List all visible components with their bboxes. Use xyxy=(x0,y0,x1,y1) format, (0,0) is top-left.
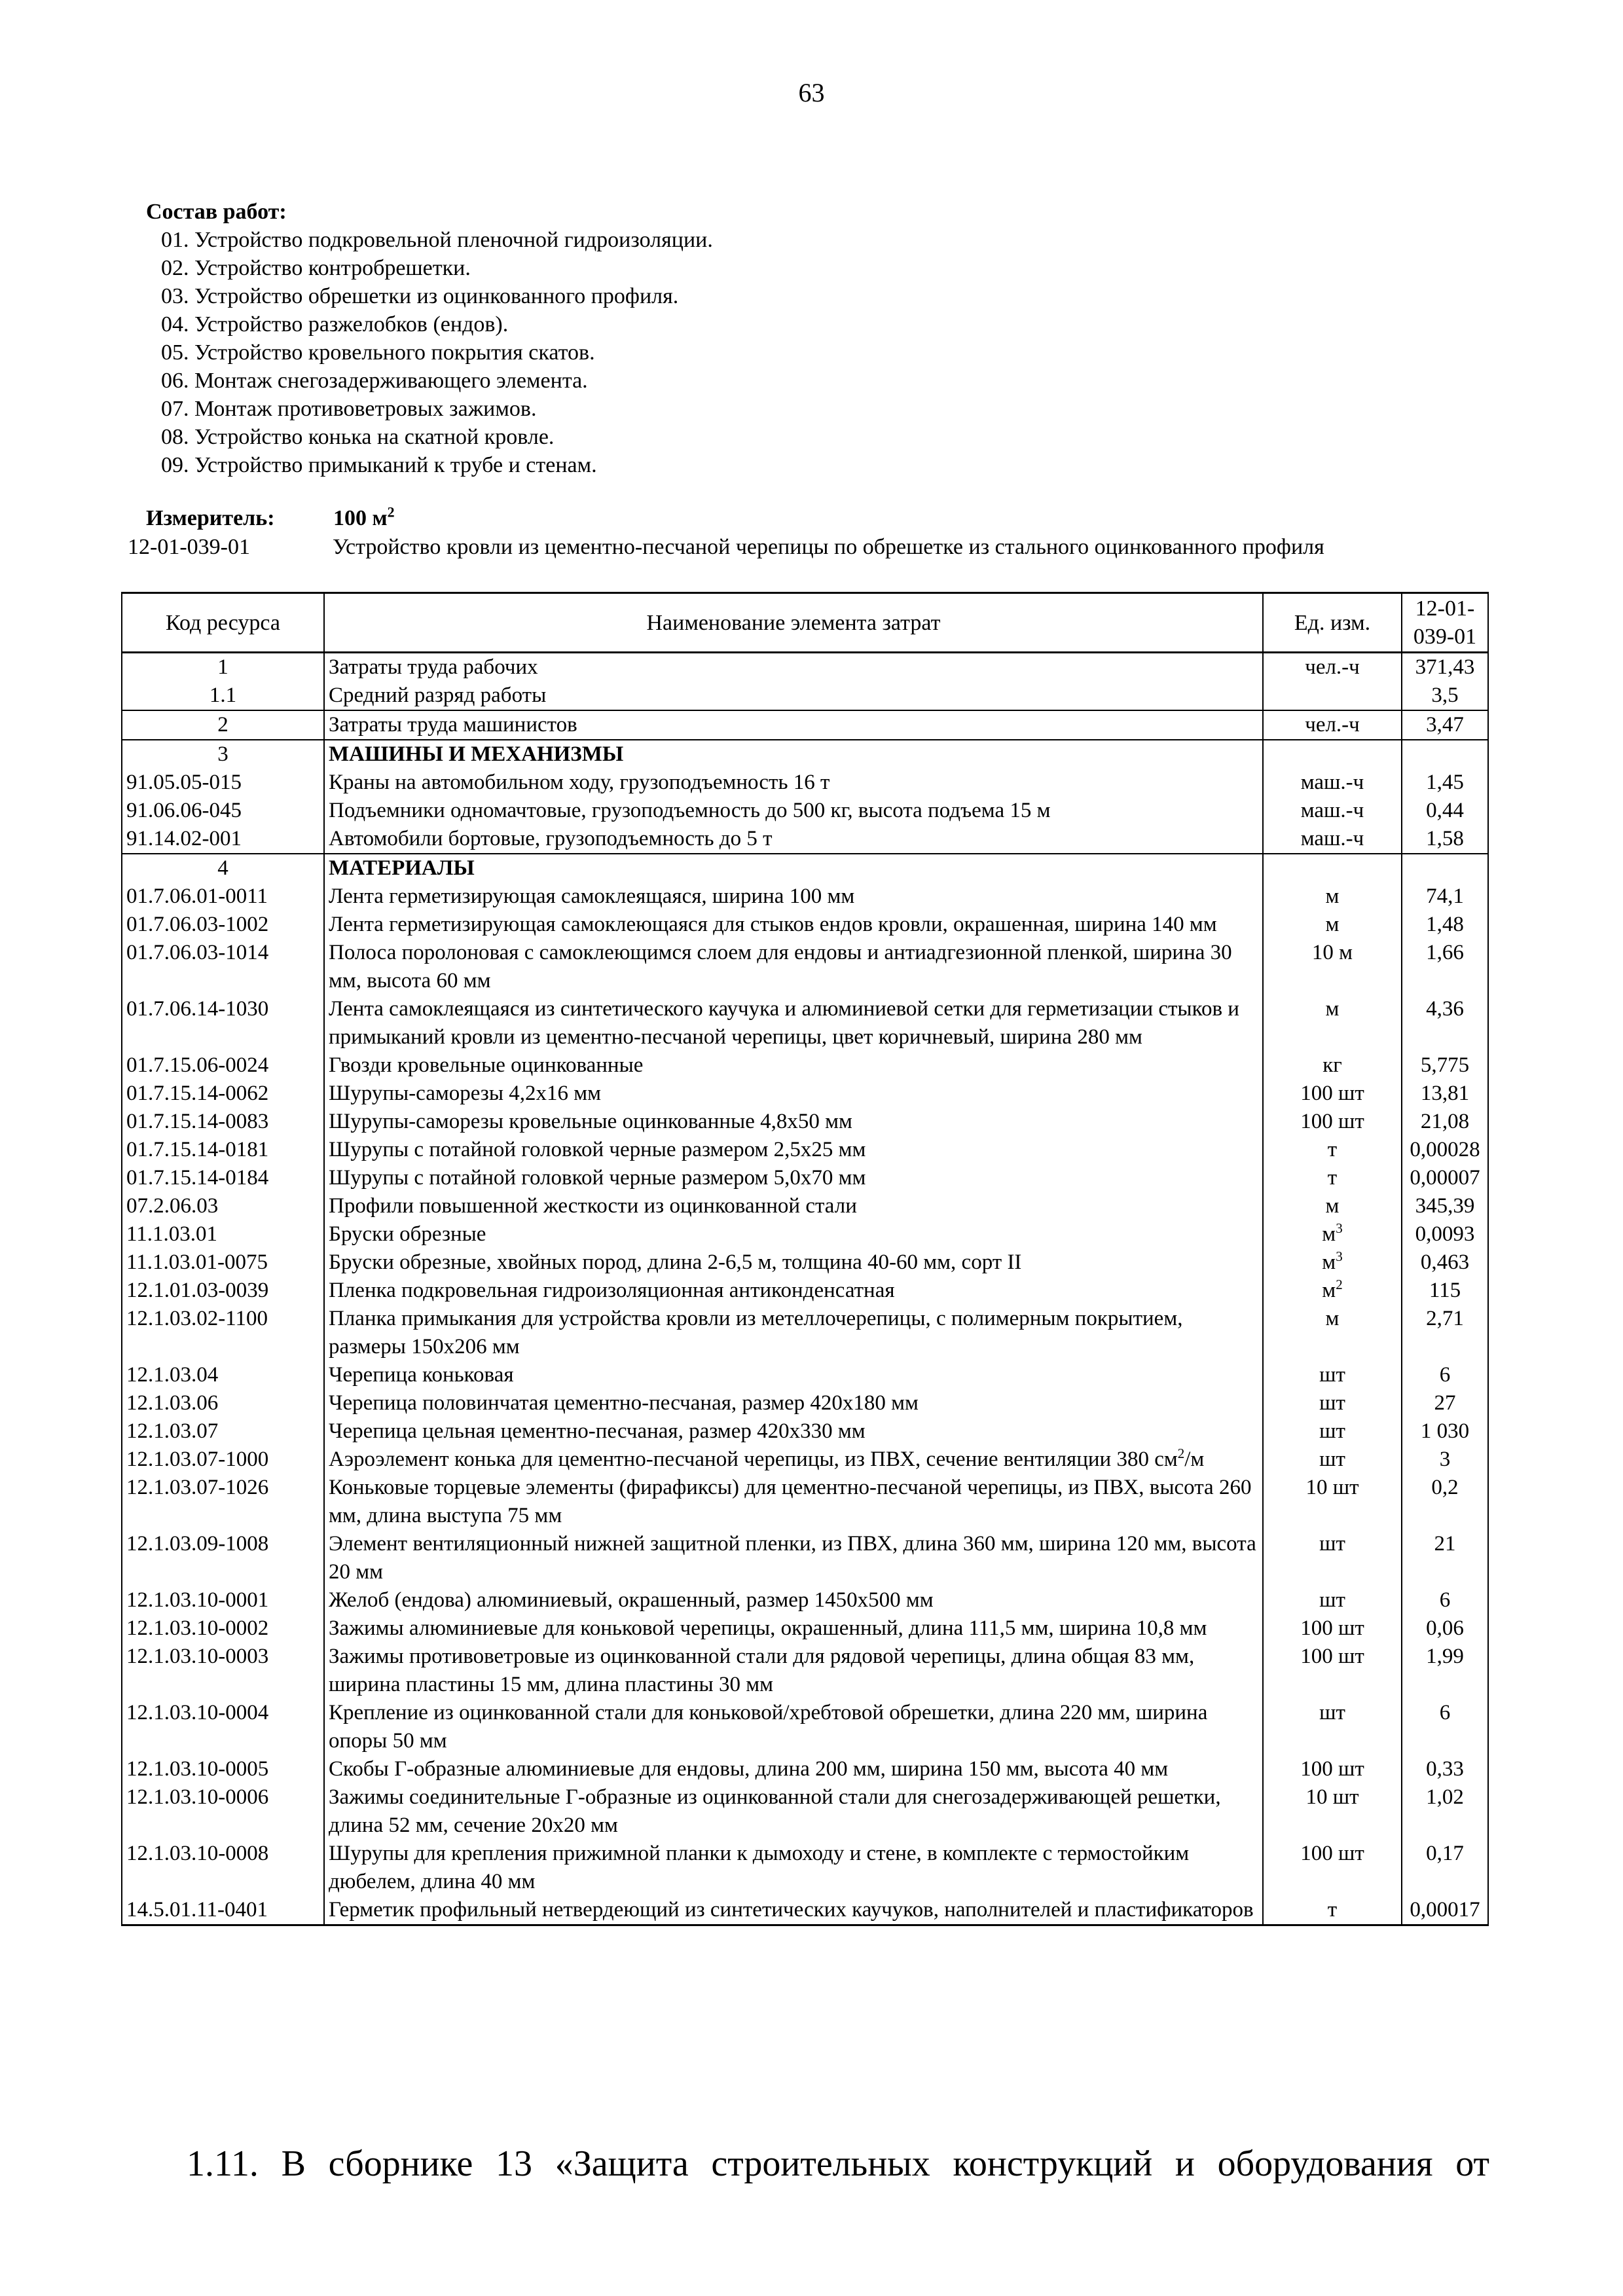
cell-value: 4,36 xyxy=(1402,995,1488,1051)
cell-code: 11.1.03.01 xyxy=(122,1220,324,1248)
work-item: 02. Устройство контробрешетки. xyxy=(161,256,471,280)
cell-code: 12.1.03.10-0008 xyxy=(122,1840,324,1896)
cell-value: 0,00028 xyxy=(1402,1136,1488,1164)
cell-name: Затраты труда машинистов xyxy=(324,710,1263,740)
cell-name: Скобы Г-образные алюминиевые для ендовы, длина 200 мм, ширина 150 мм, высота 40 мм xyxy=(324,1755,1263,1783)
cell-unit: шт xyxy=(1263,1586,1402,1614)
cell-code: 12.1.03.07-1000 xyxy=(122,1446,324,1474)
cell-name: Гвозди кровельные оцинкованные xyxy=(324,1051,1263,1080)
meter-row xyxy=(146,504,395,532)
table-row xyxy=(122,995,1488,1051)
work-item: 08. Устройство конька на скатной кровле. xyxy=(161,425,555,449)
table-row xyxy=(122,1389,1488,1417)
cell-value: 0,44 xyxy=(1402,797,1488,825)
cell-code: 12.1.03.02-1100 xyxy=(122,1305,324,1361)
cell-value: 1,45 xyxy=(1402,769,1488,797)
cell-value: 1 030 xyxy=(1402,1417,1488,1446)
cell-unit: м xyxy=(1263,883,1402,911)
cell-name: МАТЕРИАЛЫ xyxy=(324,854,1263,883)
cell-name: Средний разряд работы xyxy=(324,682,1263,710)
cell-value: 6 xyxy=(1402,1361,1488,1389)
cell-unit: 100 шт xyxy=(1263,1080,1402,1108)
table-row xyxy=(122,1699,1488,1755)
cell-code: 12.1.03.10-0004 xyxy=(122,1699,324,1755)
work-item: 05. Устройство кровельного покрытия скатов. xyxy=(161,340,595,365)
cell-value: 1,66 xyxy=(1402,939,1488,995)
cell-name: Коньковые торцевые элементы (фирафиксы) для цементно-песчаной черепицы, из ПВХ, высота 260 мм, длина выступа 75 мм xyxy=(324,1474,1263,1530)
table-row xyxy=(122,883,1488,911)
table-row xyxy=(122,1474,1488,1530)
cell-unit: 10 м xyxy=(1263,939,1402,995)
cell-value: 0,0093 xyxy=(1402,1220,1488,1248)
cell-unit xyxy=(1263,682,1402,710)
cell-name: Шурупы с потайной головкой черные размером 5,0х70 мм xyxy=(324,1164,1263,1192)
cell-code: 14.5.01.11-0401 xyxy=(122,1896,324,1925)
cell-unit: шт xyxy=(1263,1417,1402,1446)
norm-code: 12-01-039-01 xyxy=(128,535,250,559)
cell-name: Бруски обрезные xyxy=(324,1220,1263,1248)
cell-value xyxy=(1402,740,1488,769)
cell-unit: шт xyxy=(1263,1699,1402,1755)
meter-value xyxy=(333,503,395,530)
cell-value: 0,33 xyxy=(1402,1755,1488,1783)
table-row xyxy=(122,911,1488,939)
cell-name: Зажимы алюминиевые для коньковой черепицы, окрашенный, длина 111,5 мм, ширина 10,8 мм xyxy=(324,1614,1263,1643)
cell-name xyxy=(324,1446,1263,1474)
table-row xyxy=(122,1305,1488,1361)
cell-code: 12.1.03.10-0001 xyxy=(122,1586,324,1614)
cell-code: 12.1.03.10-0006 xyxy=(122,1783,324,1840)
page-number: 63 xyxy=(798,78,825,107)
table-row xyxy=(122,825,1488,854)
cell-value: 74,1 xyxy=(1402,883,1488,911)
cell-code: 1 xyxy=(122,653,324,682)
cell-value: 27 xyxy=(1402,1389,1488,1417)
cell-code: 01.7.06.14-1030 xyxy=(122,995,324,1051)
cell-name: Лента самоклеящаяся из синтетического каучука и алюминиевой сетки для герметизации стыков и примыканий кровли из цементно-песчаной черепицы, цвет коричневый, ширина 280 мм xyxy=(324,995,1263,1051)
cell-unit: 10 шт xyxy=(1263,1783,1402,1840)
cell-value: 6 xyxy=(1402,1586,1488,1614)
table-row xyxy=(122,1840,1488,1896)
cell-name: Автомобили бортовые, грузоподъемность до 5 т xyxy=(324,825,1263,854)
cell-unit: 100 шт xyxy=(1263,1643,1402,1699)
cell-unit: м xyxy=(1263,911,1402,939)
cell-unit: т xyxy=(1263,1136,1402,1164)
cell-code: 91.05.05-015 xyxy=(122,769,324,797)
cell-unit: м xyxy=(1263,1305,1402,1361)
cell-unit: шт xyxy=(1263,1446,1402,1474)
cell-value: 6 xyxy=(1402,1699,1488,1755)
table-row xyxy=(122,797,1488,825)
cell-unit: м xyxy=(1263,1192,1402,1220)
cell-code: 12.1.03.04 xyxy=(122,1361,324,1389)
table-row xyxy=(122,1164,1488,1192)
table-row xyxy=(122,854,1488,883)
cell-code: 12.1.03.07 xyxy=(122,1417,324,1446)
cell-name: Профили повышенной жесткости из оцинкованной стали xyxy=(324,1192,1263,1220)
table-row xyxy=(122,710,1488,740)
cell-code: 1.1 xyxy=(122,682,324,710)
work-composition xyxy=(146,198,1521,479)
table-row xyxy=(122,1896,1488,1925)
cell-code: 01.7.15.14-0184 xyxy=(122,1164,324,1192)
cell-name: Лента герметизирующая самоклеящаяся, ширина 100 мм xyxy=(324,883,1263,911)
cell-name: МАШИНЫ И МЕХАНИЗМЫ xyxy=(324,740,1263,769)
meter-value-sup: 2 xyxy=(387,503,395,520)
cell-code: 12.1.03.10-0005 xyxy=(122,1755,324,1783)
cell-code: 12.1.03.10-0003 xyxy=(122,1643,324,1699)
cell-code: 01.7.15.06-0024 xyxy=(122,1051,324,1080)
cell-code: 12.1.03.06 xyxy=(122,1389,324,1417)
cell-name: Шурупы-саморезы кровельные оцинкованные 4,8х50 мм xyxy=(324,1108,1263,1136)
cell-unit-sup: 3 xyxy=(1336,1220,1343,1236)
cell-value xyxy=(1402,854,1488,883)
cell-code: 91.14.02-001 xyxy=(122,825,324,854)
cell-unit: чел.-ч xyxy=(1263,710,1402,740)
header-unit: Ед. изм. xyxy=(1263,593,1402,653)
table-row xyxy=(122,1051,1488,1080)
resources-table xyxy=(121,592,1489,1926)
cell-code: 07.2.06.03 xyxy=(122,1192,324,1220)
cell-unit: м xyxy=(1263,995,1402,1051)
table-row xyxy=(122,1417,1488,1446)
meter-label: Измеритель: xyxy=(146,506,275,530)
table-row xyxy=(122,1530,1488,1586)
cell-value: 1,99 xyxy=(1402,1643,1488,1699)
cell-value: 1,48 xyxy=(1402,911,1488,939)
cell-code: 12.1.03.10-0002 xyxy=(122,1614,324,1643)
cell-unit-text: м xyxy=(1322,1279,1336,1302)
cell-name: Подъемники одномачтовые, грузоподъемность до 500 кг, высота подъема 15 м xyxy=(324,797,1263,825)
cell-code: 01.7.06.03-1002 xyxy=(122,911,324,939)
cell-value: 0,2 xyxy=(1402,1474,1488,1530)
norm-row xyxy=(128,533,1324,561)
table-body xyxy=(122,653,1488,1925)
cell-code: 12.1.03.07-1026 xyxy=(122,1474,324,1530)
cell-name-sup: 2 xyxy=(1177,1446,1185,1461)
cell-value: 3 xyxy=(1402,1446,1488,1474)
cell-name: Крепление из оцинкованной стали для коньковой/хребтовой обрешетки, длина 220 мм, ширина опоры 50 мм xyxy=(324,1699,1263,1755)
cell-code: 01.7.15.14-0181 xyxy=(122,1136,324,1164)
cell-unit: маш.-ч xyxy=(1263,825,1402,854)
table-row xyxy=(122,1643,1488,1699)
cell-unit: маш.-ч xyxy=(1263,769,1402,797)
table-row xyxy=(122,1277,1488,1305)
cell-name: Краны на автомобильном ходу, грузоподъемность 16 т xyxy=(324,769,1263,797)
work-item: 09. Устройство примыканий к трубе и стенам. xyxy=(161,453,597,477)
cell-value: 0,00007 xyxy=(1402,1164,1488,1192)
cell-unit: т xyxy=(1263,1896,1402,1925)
header-name: Наименование элемента затрат xyxy=(324,593,1263,653)
cell-value: 0,00017 xyxy=(1402,1896,1488,1925)
work-item: 06. Монтаж снегозадерживающего элемента. xyxy=(161,369,588,393)
cell-name: Черепица половинчатая цементно-песчаная, размер 420х180 мм xyxy=(324,1389,1263,1417)
cell-name: Пленка подкровельная гидроизоляционная антиконденсатная xyxy=(324,1277,1263,1305)
cell-name: Планка примыкания для устройства кровли из метеллочерепицы, с полимерным покрытием, размеры 150х206 мм xyxy=(324,1305,1263,1361)
cell-name: Элемент вентиляционный нижней защитной пленки, из ПВХ, длина 360 мм, ширина 120 мм, высота 20 мм xyxy=(324,1530,1263,1586)
cell-name: Зажимы соединительные Г-образные из оцинкованной стали для снегозадерживающей решетки, длина 52 мм, сечение 20х20 мм xyxy=(324,1783,1263,1840)
cell-unit-sup: 3 xyxy=(1336,1248,1343,1264)
cell-code: 3 xyxy=(122,740,324,769)
cell-name-tail: /м xyxy=(1184,1448,1205,1471)
cell-value: 13,81 xyxy=(1402,1080,1488,1108)
table-row xyxy=(122,1783,1488,1840)
header-code: Код ресурса xyxy=(122,593,324,653)
cell-unit: т xyxy=(1263,1164,1402,1192)
work-item: 04. Устройство разжелобков (ендов). xyxy=(161,312,509,337)
work-item: 03. Устройство обрешетки из оцинкованного профиля. xyxy=(161,284,679,308)
cell-value: 3,47 xyxy=(1402,710,1488,740)
cell-unit: 100 шт xyxy=(1263,1108,1402,1136)
cell-value: 1,02 xyxy=(1402,1783,1488,1840)
cell-name: Полоса поролоновая с самоклеющимся слоем для ендовы и антиадгезионной пленкой, ширина 30 мм, высота 60 мм xyxy=(324,939,1263,995)
cell-name: Желоб (ендова) алюминиевый, окрашенный, размер 1450х500 мм xyxy=(324,1586,1263,1614)
table-row xyxy=(122,939,1488,995)
cell-unit: 10 шт xyxy=(1263,1474,1402,1530)
cell-code: 12.1.01.03-0039 xyxy=(122,1277,324,1305)
cell-code: 91.06.06-045 xyxy=(122,797,324,825)
table-row xyxy=(122,1446,1488,1474)
cell-value: 0,463 xyxy=(1402,1248,1488,1277)
cell-unit: 100 шт xyxy=(1263,1755,1402,1783)
norm-title: Устройство кровли из цементно-песчаной черепицы по обрешетке из стального оцинкованного профиля xyxy=(333,535,1324,559)
cell-unit-text: м xyxy=(1322,1250,1336,1274)
cell-value: 5,775 xyxy=(1402,1051,1488,1080)
table-row xyxy=(122,740,1488,769)
cell-value: 0,17 xyxy=(1402,1840,1488,1896)
table-row xyxy=(122,653,1488,682)
table-header-row xyxy=(122,593,1488,653)
cell-value: 3,5 xyxy=(1402,682,1488,710)
table-row xyxy=(122,769,1488,797)
cell-code: 01.7.15.14-0062 xyxy=(122,1080,324,1108)
cell-name: Зажимы противоветровые из оцинкованной стали для рядовой черепицы, длина общая 83 мм, ширина пластины 15 мм, длина пластины 30 мм xyxy=(324,1643,1263,1699)
table-row xyxy=(122,1586,1488,1614)
table-row xyxy=(122,1755,1488,1783)
header-value: 12-01-039-01 xyxy=(1402,593,1488,653)
cell-name: Затраты труда рабочих xyxy=(324,653,1263,682)
cell-value: 21 xyxy=(1402,1530,1488,1586)
cell-code: 12.1.03.09-1008 xyxy=(122,1530,324,1586)
cell-name: Герметик профильный нетвердеющий из синтетических каучуков, наполнителей и пластификаторов xyxy=(324,1896,1263,1925)
cell-name: Черепица коньковая xyxy=(324,1361,1263,1389)
work-item: 01. Устройство подкровельной пленочной гидроизоляции. xyxy=(161,228,713,252)
cell-value: 21,08 xyxy=(1402,1108,1488,1136)
table-row xyxy=(122,1248,1488,1277)
cell-unit-text: м xyxy=(1322,1222,1336,1246)
cell-unit: 100 шт xyxy=(1263,1614,1402,1643)
cell-unit-sup: 2 xyxy=(1336,1277,1343,1292)
cell-code: 01.7.06.01-0011 xyxy=(122,883,324,911)
cell-value: 345,39 xyxy=(1402,1192,1488,1220)
cell-value: 1,58 xyxy=(1402,825,1488,854)
meter-value-text: 100 м xyxy=(333,506,388,530)
cell-unit xyxy=(1263,740,1402,769)
cell-name: Шурупы для крепления прижимной планки к дымоходу и стене, в комплекте с термостойким дюбелем, длина 40 мм xyxy=(324,1840,1263,1896)
table-row xyxy=(122,1192,1488,1220)
cell-unit: шт xyxy=(1263,1361,1402,1389)
work-item: 07. Монтаж противоветровых зажимов. xyxy=(161,397,537,421)
table-row xyxy=(122,1614,1488,1643)
table-row xyxy=(122,1108,1488,1136)
cell-code: 11.1.03.01-0075 xyxy=(122,1248,324,1277)
cell-name: Шурупы с потайной головкой черные размером 2,5х25 мм xyxy=(324,1136,1263,1164)
cell-unit: шт xyxy=(1263,1530,1402,1586)
cell-name: Черепица цельная цементно-песчаная, размер 420х330 мм xyxy=(324,1417,1263,1446)
cell-name: Бруски обрезные, хвойных пород, длина 2-6,5 м, толщина 40-60 мм, сорт II xyxy=(324,1248,1263,1277)
bottom-paragraph: 1.11. В сборнике 13 «Защита строительных конструкций и оборудования от xyxy=(187,2143,1489,2184)
cell-code: 4 xyxy=(122,854,324,883)
cell-name: Шурупы-саморезы 4,2х16 мм xyxy=(324,1080,1263,1108)
cell-code: 2 xyxy=(122,710,324,740)
cell-code: 01.7.06.03-1014 xyxy=(122,939,324,995)
table-row xyxy=(122,1361,1488,1389)
cell-unit xyxy=(1263,1277,1402,1305)
cell-name-text: Аэроэлемент конька для цементно-песчаной черепицы, из ПВХ, сечение вентиляции 380 см xyxy=(329,1448,1178,1471)
cell-unit: 100 шт xyxy=(1263,1840,1402,1896)
cell-name: Лента герметизирующая самоклеющаяся для стыков ендов кровли, окрашенная, ширина 140 мм xyxy=(324,911,1263,939)
cell-unit: чел.-ч xyxy=(1263,653,1402,682)
cell-value: 371,43 xyxy=(1402,653,1488,682)
work-list xyxy=(146,226,1521,479)
cell-unit xyxy=(1263,1248,1402,1277)
cell-code: 01.7.15.14-0083 xyxy=(122,1108,324,1136)
work-composition-title: Состав работ: xyxy=(146,200,287,224)
table-row xyxy=(122,1136,1488,1164)
table-row xyxy=(122,1220,1488,1248)
cell-unit xyxy=(1263,1220,1402,1248)
table-row xyxy=(122,682,1488,710)
cell-unit: шт xyxy=(1263,1389,1402,1417)
cell-value: 2,71 xyxy=(1402,1305,1488,1361)
table-row xyxy=(122,1080,1488,1108)
cell-value: 115 xyxy=(1402,1277,1488,1305)
cell-unit xyxy=(1263,854,1402,883)
cell-unit: маш.-ч xyxy=(1263,797,1402,825)
cell-value: 0,06 xyxy=(1402,1614,1488,1643)
cell-unit: кг xyxy=(1263,1051,1402,1080)
